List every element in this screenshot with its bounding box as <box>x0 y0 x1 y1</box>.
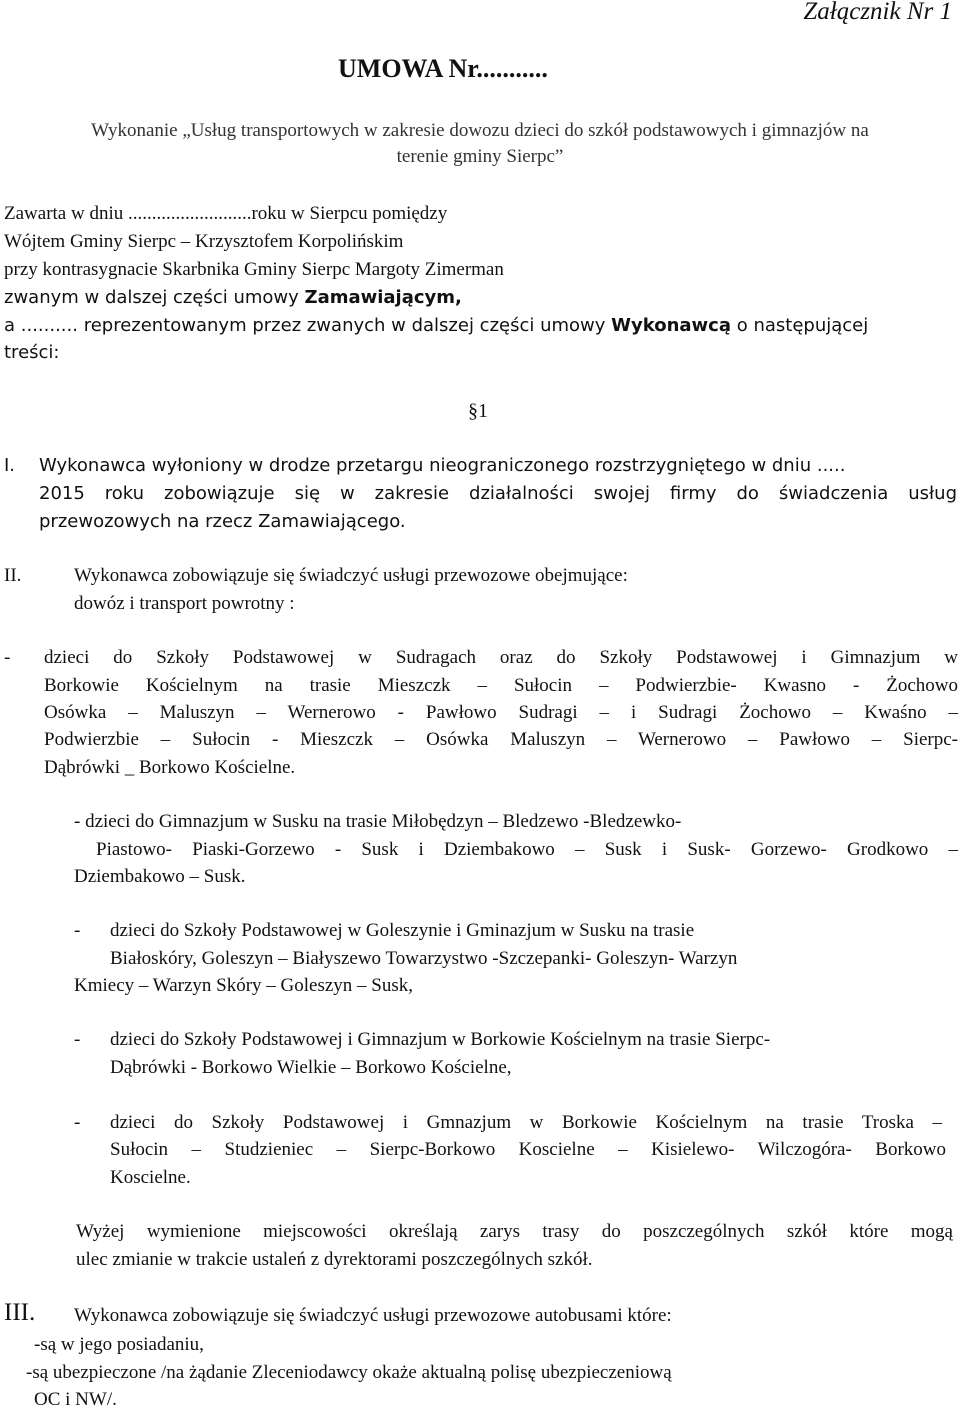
point-iii-line-3: -są ubezpieczone /na żądanie Zleceniodawcy okaże aktualną polisę ubezpieczeniową <box>26 1362 672 1383</box>
mayor-line: Wójtem Gminy Sierpc – Krzysztofem Korpolińskim <box>4 231 404 252</box>
route-3-line-1: dzieci do Szkoły Podstawowej w Goleszynie i Gminazjum w Susku na trasie <box>110 920 695 941</box>
route-2-line-2: Piastowo- Piaski-Gorzewo - Susk i Dziembakowo – Susk i Susk- Gorzewo- Grodkowo – <box>96 839 958 860</box>
point-ii-line-1: Wykonawca zobowiązuje się świadczyć usługi przewozowe obejmujące: <box>74 565 628 586</box>
contract-date-line: Zawarta w dniu ..........................roku w Sierpcu pomiędzy <box>4 203 448 224</box>
point-ii-line-2: dowóz i transport powrotny : <box>74 593 295 614</box>
route-5-line-3: Koscielne. <box>110 1167 191 1188</box>
ordering-party-text: zwanym w dalszej części umowy <box>4 287 305 308</box>
route-4-line-1: dzieci do Szkoły Podstawowej i Gimnazjum w Borkowie Kościelnym na trasie Sierpc- <box>110 1029 771 1050</box>
route-1-line-5: Dąbrówki _ Borkowo Kościelne. <box>44 757 296 778</box>
treasurer-line: przy kontrasygnacie Skarbnika Gminy Sierpc Margoty Zimerman <box>4 259 504 280</box>
point-i-line-1: Wykonawca wyłoniony w drodze przetargu nieograniczonego rozstrzygniętego w dniu ..... <box>39 455 846 476</box>
route-1-line-3: Osówka – Maluszyn – Wernerowo - Pawłowo Sudragi – i Sudragi Żochowo – Kwaśno – <box>44 702 958 723</box>
point-iii-line-4: OC i NW/. <box>34 1389 117 1410</box>
point-i-line-2: 2015 roku zobowiązuje się w zakresie działalności swojej firmy do świadczenia usług <box>39 483 957 504</box>
route-1-line-1: dzieci do Szkoły Podstawowej w Sudragach oraz do Szkoły Podstawowej i Gimnazjum w <box>44 647 958 668</box>
route-5-line-2: Sułocin – Studzieniec – Sierpc-Borkowo Koscielne – Kisielewo- Wilczogóra- Borkowo <box>110 1139 946 1160</box>
contract-subject-line-2: terenie gminy Sierpc” <box>396 146 564 167</box>
route-2-line-3: Dziembakowo – Susk. <box>74 866 246 887</box>
attachment-label: Załącznik Nr 1 <box>803 0 952 25</box>
contractor-text-end: o następującej <box>731 315 869 336</box>
route-5-dash: - <box>74 1112 81 1133</box>
point-iii-line-2: -są w jego posiadaniu, <box>34 1334 204 1355</box>
point-i-number: I. <box>4 455 16 476</box>
route-2-line-1: - dzieci do Gimnazjum w Susku na trasie Miłobędzyn – Bledzewo -Bledzewko- <box>74 811 682 832</box>
route-5-line-1: dzieci do Szkoły Podstawowej i Gmnazjum w Borkowie Kościelnym na trasie Troska – <box>110 1112 942 1133</box>
point-ii-number: II. <box>4 565 22 586</box>
note-line-1: Wyżej wymienione miejscowości określają zarys trasy do poszczególnych szkół które mogą <box>76 1221 953 1242</box>
ordering-party-name: Zamawiającym, <box>304 287 462 308</box>
point-i-line-3: przewozowych na rzecz Zamawiającego. <box>39 511 406 532</box>
ordering-party-line <box>4 287 462 308</box>
point-iii-number: III. <box>4 1299 36 1326</box>
contractor-text: a .......... reprezentowanym przez zwanych w dalszej części umowy <box>4 315 612 336</box>
route-1-line-2: Borkowie Kościelnym na trasie Mieszczk – Sułocin – Podwierzbie- Kwasno - Żochowo <box>44 675 958 696</box>
route-4-line-2: Dąbrówki - Borkowo Wielkie – Borkowo Kościelne, <box>110 1057 512 1078</box>
route-3-line-3: Kmiecy – Warzyn Skóry – Goleszyn – Susk, <box>74 975 414 996</box>
route-4-dash: - <box>74 1029 81 1050</box>
route-3-line-2: Białoskóry, Goleszyn – Białyszewo Towarzystwo -Szczepanki- Goleszyn- Warzyn <box>110 948 738 969</box>
document-title: UMOWA Nr........... <box>338 54 548 83</box>
contents-line: treści: <box>4 342 60 363</box>
contract-subject-line-1: Wykonanie „Usług transportowych w zakresie dowozu dzieci do szkół podstawowych i gimnazjów na <box>91 120 869 141</box>
note-line-2: ulec zmianie w trakcie ustaleń z dyrektorami poszczególnych szkół. <box>76 1249 593 1270</box>
point-iii-line-1: Wykonawca zobowiązuje się świadczyć usługi przewozowe autobusami które: <box>74 1305 672 1326</box>
contractor-name: Wykonawcą <box>611 315 731 336</box>
route-3-dash: - <box>74 920 81 941</box>
contractor-line <box>4 315 868 336</box>
route-1-dash: - <box>4 647 11 668</box>
section-mark: §1 <box>468 400 488 422</box>
route-1-line-4: Podwierzbie – Sułocin - Mieszczk – Osówka Maluszyn – Wernerowo – Pawłowo – Sierpc- <box>44 729 958 750</box>
